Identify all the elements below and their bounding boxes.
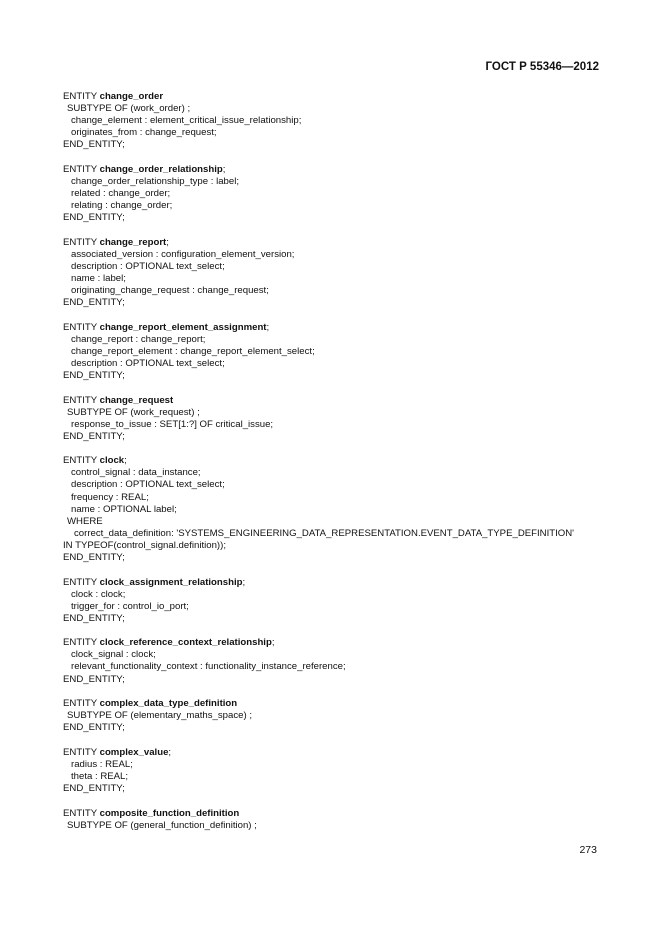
entity-keyword: ENTITY — [63, 746, 100, 758]
entity-block — [63, 808, 603, 832]
entity-header — [63, 698, 603, 710]
entity-attribute-line: description : OPTIONAL text_select; — [71, 479, 225, 491]
entity-attribute-line: END_ENTITY; — [63, 612, 125, 624]
entity-name: complex_data_type_definition — [99, 698, 238, 710]
entity-attribute-line: END_ENTITY; — [63, 297, 125, 309]
entity-attribute-line: control_signal : data_instance; — [71, 467, 201, 479]
entity-suffix: ; — [222, 163, 226, 175]
entity-attribute-line: WHERE — [67, 515, 103, 527]
entity-keyword: ENTITY — [63, 321, 100, 333]
entity-block — [63, 395, 603, 443]
entity-attribute-line: relevant_functionality_context : functionality_instance_reference; — [71, 661, 346, 673]
entity-header — [63, 637, 603, 649]
entity-keyword: ENTITY — [63, 576, 100, 588]
entity-name: clock — [99, 455, 125, 467]
entity-attribute-line: END_ENTITY; — [63, 430, 125, 442]
entity-suffix: ; — [166, 236, 169, 248]
entity-attribute-line: END_ENTITY; — [63, 673, 125, 685]
entity-attribute-line: originates_from : change_request; — [71, 127, 217, 139]
entity-attribute-line: END_ENTITY; — [63, 722, 125, 734]
entity-suffix: ; — [271, 637, 275, 649]
entity-attribute-line: clock : clock; — [71, 588, 126, 600]
entity-suffix: ; — [266, 321, 270, 333]
entity-attribute-line: radius : REAL; — [71, 758, 133, 770]
entity-attribute-line: change_report_element : change_report_element_select; — [71, 345, 315, 357]
entity-attribute-line: END_ENTITY; — [63, 212, 125, 224]
entity-name: change_order — [99, 91, 164, 102]
entity-attribute-line: correct_data_definition: 'SYSTEMS_ENGINEERING_DATA_REPRESENTATION.EVENT_DATA_TYPE_DEFINITION' — [74, 527, 575, 539]
entity-block — [63, 698, 603, 734]
entity-name: clock_assignment_relationship — [99, 576, 243, 588]
entity-keyword: ENTITY — [63, 637, 100, 649]
entity-attribute-line: SUBTYPE OF (general_function_definition) ; — [67, 819, 257, 831]
entity-name: change_report — [99, 236, 167, 248]
entity-header — [63, 395, 603, 407]
entity-attribute-line: related : change_order; — [71, 188, 171, 200]
entity-keyword: ENTITY — [63, 236, 100, 248]
entity-name: clock_reference_context_relationship — [99, 637, 272, 649]
entity-attribute-line: END_ENTITY; — [63, 370, 125, 382]
entity-attribute-line: END_ENTITY; — [63, 783, 125, 795]
entity-header — [63, 322, 603, 334]
entity-attribute-line: originating_change_request : change_request; — [71, 285, 269, 297]
entity-attribute-line: change_report : change_report; — [71, 333, 206, 345]
entity-header — [63, 237, 603, 249]
entity-attribute-line: trigger_for : control_io_port; — [71, 600, 189, 612]
entity-name: change_report_element_assignment — [99, 321, 267, 333]
entity-list — [63, 91, 603, 844]
entity-suffix: ; — [124, 455, 127, 467]
entity-block — [63, 747, 603, 795]
entity-attribute-line: response_to_issue : SET[1:?] OF critical_issue; — [71, 418, 274, 430]
entity-attribute-line: SUBTYPE OF (elementary_maths_space) ; — [67, 710, 253, 722]
entity-keyword: ENTITY — [63, 455, 100, 467]
entity-attribute-line: name : label; — [71, 273, 126, 284]
entity-suffix: ; — [242, 576, 246, 588]
entity-attribute-line: theta : REAL; — [71, 770, 129, 782]
entity-keyword: ENTITY — [63, 807, 100, 819]
entity-attribute-line: name : OPTIONAL label; — [71, 503, 177, 515]
entity-header — [63, 455, 603, 467]
entity-attribute-line: END_ENTITY; — [63, 139, 125, 151]
entity-name: change_request — [99, 394, 174, 406]
entity-name: complex_value — [99, 746, 169, 758]
entity-block — [63, 637, 603, 685]
entity-attribute-line: relating : change_order; — [71, 200, 173, 212]
entity-block — [63, 455, 603, 564]
standard-header: ГОСТ Р 55346—2012 — [485, 61, 599, 73]
entity-header — [63, 164, 603, 176]
entity-header — [63, 747, 603, 759]
entity-name: composite_function_definition — [99, 807, 240, 819]
entity-block — [63, 91, 603, 151]
entity-header — [63, 577, 603, 589]
entity-suffix: ; — [168, 746, 172, 758]
entity-keyword: ENTITY — [63, 698, 100, 710]
page-number: 273 — [579, 844, 597, 856]
entity-block — [63, 322, 603, 382]
entity-keyword: ENTITY — [63, 163, 100, 175]
entity-keyword: ENTITY — [63, 91, 100, 102]
entity-attribute-line: change_element : element_critical_issue_relationship; — [71, 115, 302, 127]
entity-block — [63, 577, 603, 625]
entity-attribute-line: SUBTYPE OF (work_request) ; — [67, 406, 200, 418]
entity-name: change_order_relationship — [99, 163, 223, 175]
entity-block — [63, 164, 603, 224]
entity-block — [63, 237, 603, 310]
entity-attribute-line: description : OPTIONAL text_select; — [71, 260, 225, 272]
entity-attribute-line: associated_version : configuration_element_version; — [71, 248, 295, 260]
entity-attribute-line: change_order_relationship_type : label; — [71, 175, 240, 187]
entity-attribute-line: SUBTYPE OF (work_order) ; — [67, 103, 191, 115]
entity-attribute-line: IN TYPEOF(control_signal.definition)); — [63, 539, 226, 551]
entity-attribute-line: clock_signal : clock; — [71, 649, 156, 661]
entity-attribute-line: description : OPTIONAL text_select; — [71, 357, 225, 369]
entity-attribute-line: frequency : REAL; — [71, 491, 149, 503]
entity-keyword: ENTITY — [63, 394, 100, 406]
entity-header — [63, 91, 603, 103]
entity-attribute-line: END_ENTITY; — [63, 552, 125, 564]
entity-header — [63, 808, 603, 820]
